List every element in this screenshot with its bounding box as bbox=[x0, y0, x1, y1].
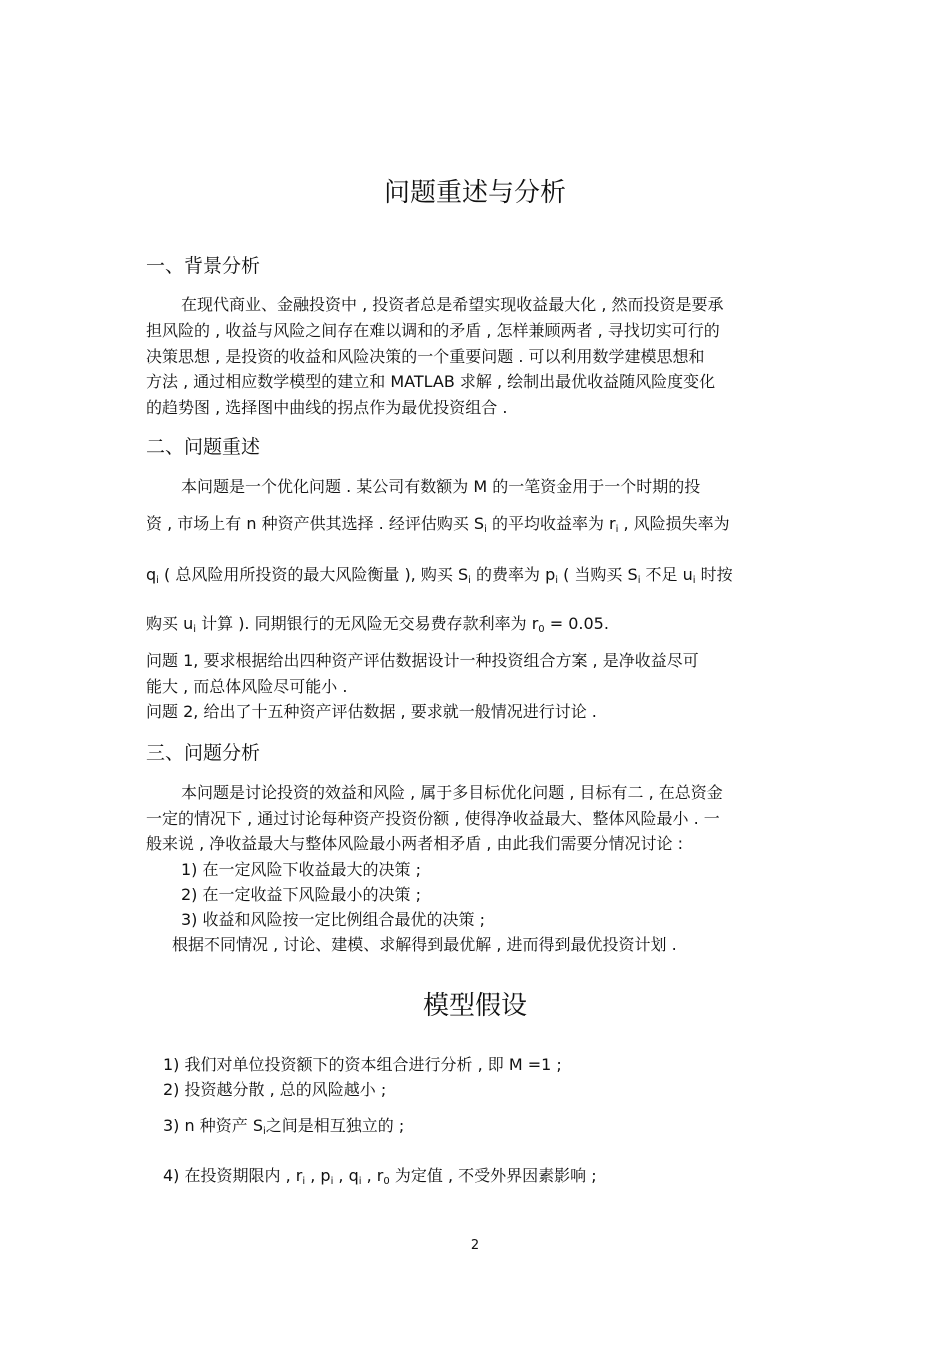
list-item: 2) 在一定收益下风险最小的决策 ; bbox=[181, 885, 421, 904]
paragraph-line: 般来说 , 净收益最大与整体风险最小两者相矛盾 , 由此我们需要分情况讨论 : bbox=[146, 834, 683, 853]
assumption-item: 4) 在投资期限内 , $r_i$ , $p_i$ , $q_i$ , $r_0$ 为定值 , 不受外界因素影响 ; bbox=[163, 1166, 597, 1187]
paragraph-line: 方法 , 通过相应数学模型的建立和 MATLAB 求解 , 绘制出最优收益随风险度变化 bbox=[146, 372, 716, 391]
question-line: 问题 2, 给出了十五种资产评估数据 , 要求就一般情况进行讨论 . bbox=[146, 702, 597, 721]
list-item: 1) 在一定风险下收益最大的决策 ; bbox=[181, 860, 421, 879]
paragraph-line: 根据不同情况 , 讨论、建模、求解得到最优解 , 进而得到最优投资计划 . bbox=[172, 935, 677, 954]
paragraph-line: $q_i$ ( 总风险用所投资的最大风险衡量 ), 购买 $S_i$ 的费率为 $p_i$ ( 当购买 $S_i$ 不足 $u_i$ 时按 bbox=[146, 565, 733, 586]
section-heading-background: 一、背景分析 bbox=[146, 255, 261, 277]
assumption-item: 3) n 种资产 $S_i$之间是相互独立的 ; bbox=[163, 1116, 405, 1137]
paragraph-line: 决策思想 , 是投资的收益和风险决策的一个重要问题 . 可以利用数学建模思想和 bbox=[146, 347, 705, 366]
paragraph-line: 担风险的 , 收益与风险之间存在难以调和的矛盾 , 怎样兼顾两者 , 寻找切实可行的 bbox=[146, 321, 720, 340]
paragraph-line: 的趋势图 , 选择图中曲线的拐点作为最优投资组合 . bbox=[146, 398, 508, 417]
section-heading-restatement: 二、问题重述 bbox=[146, 436, 261, 458]
paragraph-line: 本问题是讨论投资的效益和风险 , 属于多目标优化问题 , 目标有二 , 在总资金 bbox=[181, 783, 723, 802]
list-item: 3) 收益和风险按一定比例组合最优的决策 ; bbox=[181, 910, 485, 929]
section-heading-analysis: 三、问题分析 bbox=[146, 742, 261, 764]
paragraph-line: 购买 $u_i$ 计算 ). 同期银行的无风险无交易费存款利率为 $r_0 = 0.05$. bbox=[146, 614, 609, 635]
page-title: 问题重述与分析 bbox=[383, 178, 566, 208]
question-line: 能大 , 而总体风险尽可能小 . bbox=[146, 677, 348, 696]
page-number: 2 bbox=[470, 1238, 480, 1253]
assumption-item: 1) 我们对单位投资额下的资本组合进行分析 , 即 M =1 ; bbox=[163, 1055, 562, 1074]
question-line: 问题 1, 要求根据给出四种资产评估数据设计一种投资组合方案 , 是净收益尽可 bbox=[146, 651, 699, 670]
assumption-item: 2) 投资越分散 , 总的风险越小 ; bbox=[163, 1080, 387, 1099]
paragraph-line: 本问题是一个优化问题 . 某公司有数额为 M 的一笔资金用于一个时期的投 bbox=[181, 477, 701, 496]
section-title-assumptions: 模型假设 bbox=[422, 991, 527, 1021]
paragraph-line: 资 , 市场上有 n 种资产供其选择 . 经评估购买 $S_i$ 的平均收益率为 $r_i$ , 风险损失率为 bbox=[146, 514, 730, 535]
paragraph-line: 一定的情况下 , 通过讨论每种资产投资份额 , 使得净收益最大、整体风险最小 . 一 bbox=[146, 809, 720, 828]
paragraph-line: 在现代商业、金融投资中 , 投资者总是希望实现收益最大化 , 然而投资是要承 bbox=[181, 295, 724, 314]
